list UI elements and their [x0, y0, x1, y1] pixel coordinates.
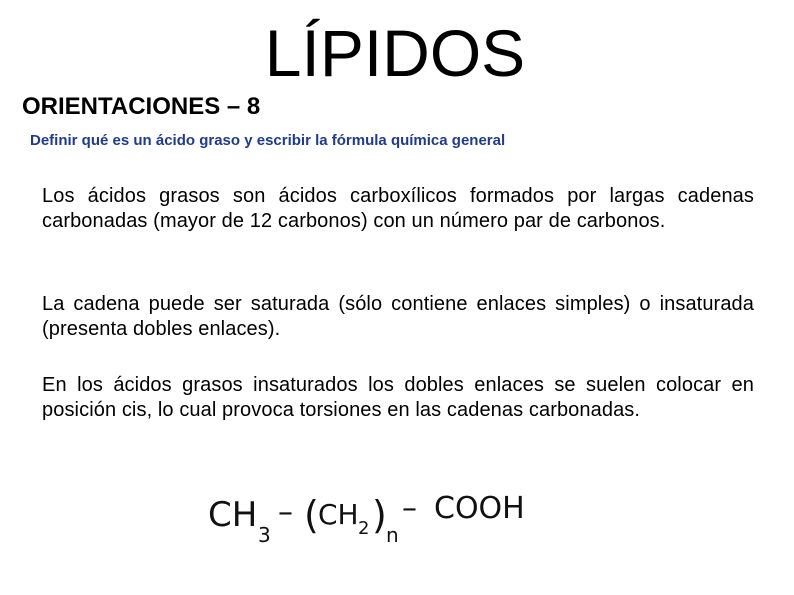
formula-dash-1: – — [278, 495, 293, 530]
formula-ch3: CH — [208, 495, 258, 535]
formula-dash-2: – — [402, 491, 417, 526]
paragraph-saturation: La cadena puede ser saturada (sólo contiene enlaces simples) o insaturada (presenta dobles enlaces). — [42, 293, 754, 340]
formula-sub-3: 3 — [258, 523, 271, 547]
formula-open-paren: ( — [304, 493, 319, 537]
formula-close-paren: ) — [372, 493, 387, 537]
section-heading: ORIENTACIONES – 8 — [22, 93, 261, 120]
formula-sub-n: n — [386, 523, 399, 547]
paragraph-definition: Los ácidos grasos son ácidos carboxílicos formados por largas cadenas carbonadas (mayor de 12 carbonos) con un número par de carbonos. — [42, 185, 754, 232]
formula-sub-2: 2 — [358, 518, 370, 539]
slide-title: LÍPIDOS — [264, 16, 526, 90]
formula-ch2: CH — [318, 498, 359, 531]
paragraph-cis: En los ácidos grasos insaturados los dobles enlaces se suelen colocar en posición cis, lo cual provoca torsiones en las cadenas carbonadas. — [42, 374, 754, 421]
formula-cooh: COOH — [434, 491, 525, 526]
task-instruction: Definir qué es un ácido graso y escribir la fórmula química general — [30, 132, 506, 149]
fatty-acid-formula-image — [176, 466, 588, 560]
